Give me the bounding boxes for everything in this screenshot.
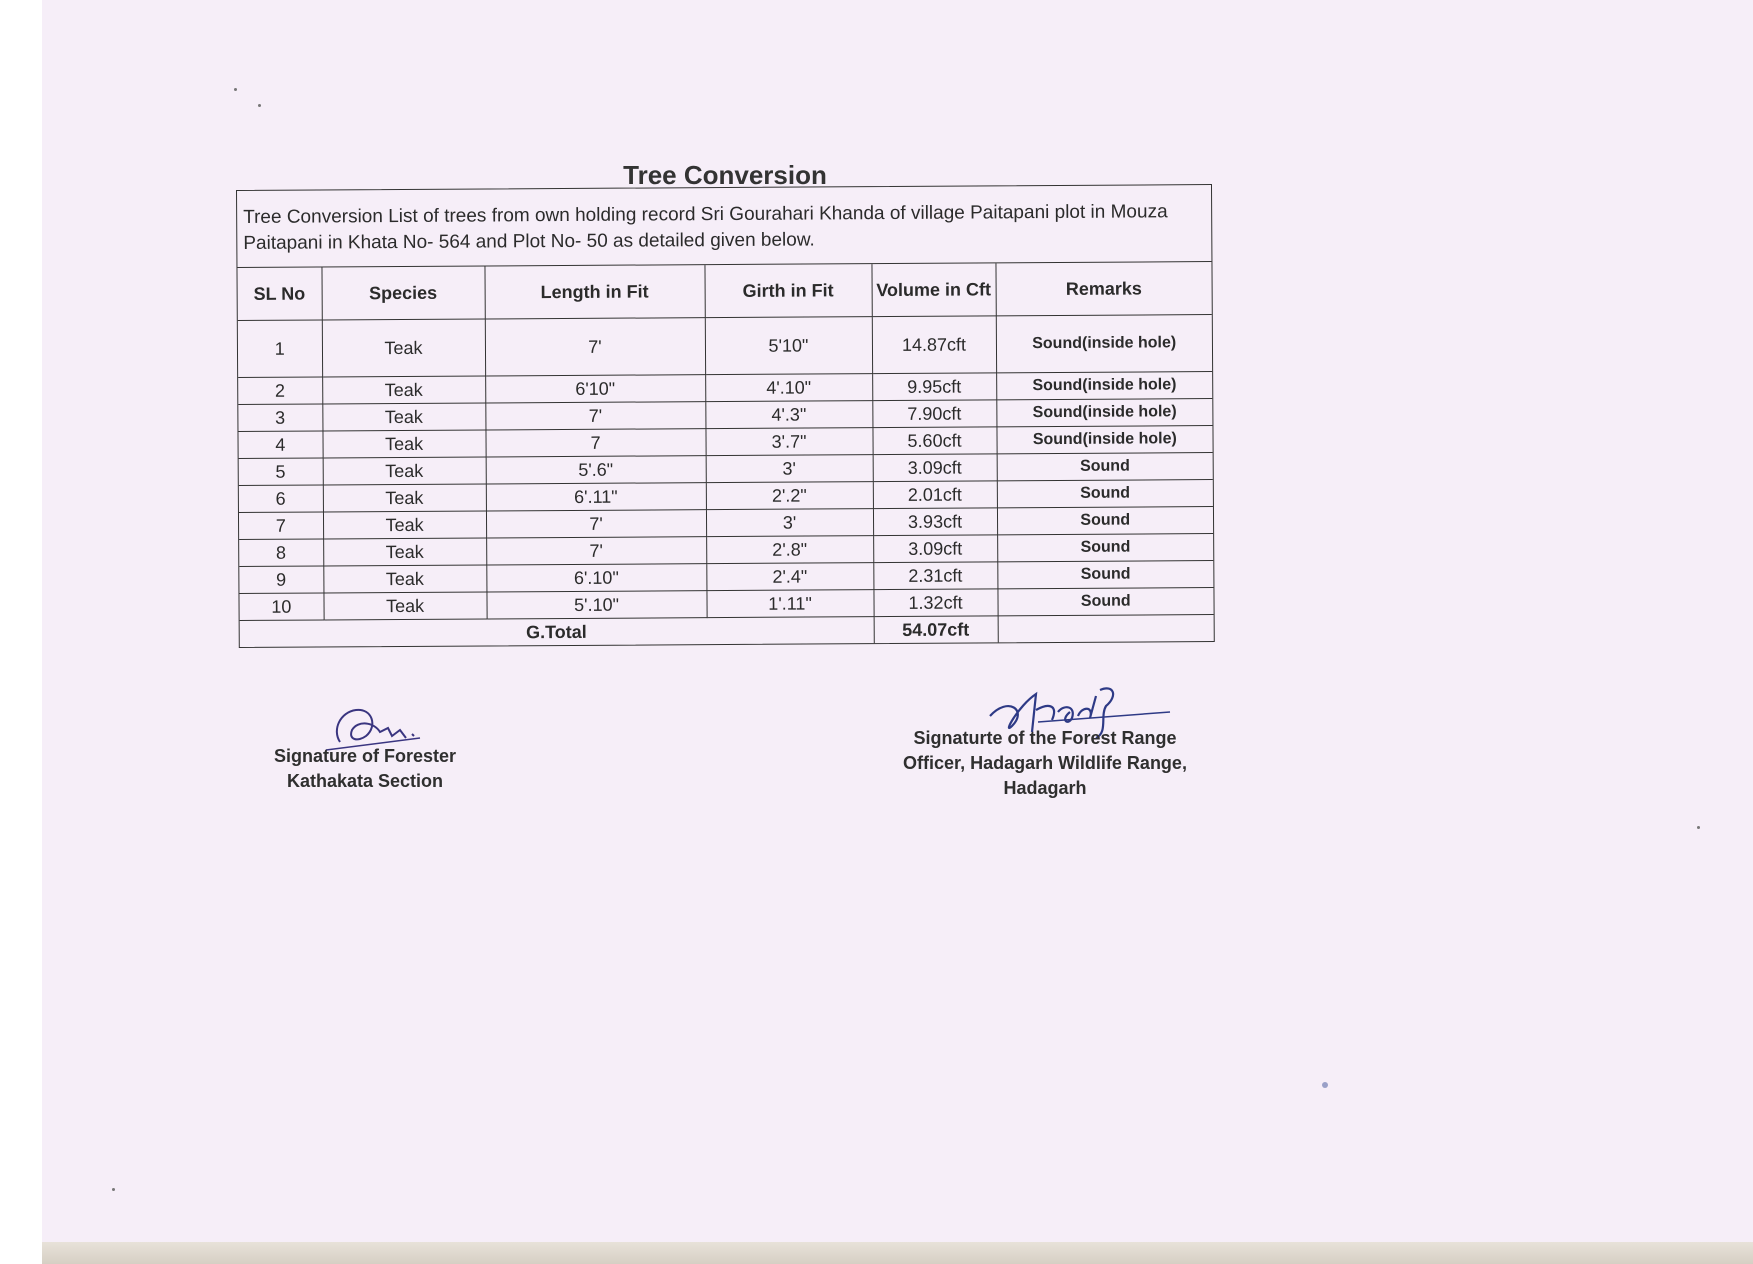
cell-length: 7 <box>485 429 705 457</box>
header-length: Length in Fit <box>484 265 704 319</box>
header-volume: Volume in Cft <box>871 263 995 316</box>
range-officer-signature-line-3: Hadagarh <box>1003 778 1087 798</box>
cell-remarks: Sound <box>997 561 1213 589</box>
cell-volume: 3.09cft <box>873 454 997 482</box>
cell-length: 5'.10" <box>486 591 706 619</box>
cell-volume: 9.95cft <box>872 373 996 401</box>
header-sl-no: SL No <box>237 267 321 320</box>
cell-species: Teak <box>322 319 485 377</box>
cell-volume: 3.93cft <box>873 508 997 536</box>
cell-remarks: Sound <box>997 453 1213 481</box>
cell-girth: 4'.3" <box>705 401 872 429</box>
cell-species: Teak <box>323 484 486 512</box>
cell-volume: 3.09cft <box>873 535 997 563</box>
cell-species: Teak <box>323 565 486 593</box>
scan-speck <box>258 104 261 107</box>
cell-remarks: Sound <box>997 534 1213 562</box>
cell-length: 5'.6" <box>486 456 706 484</box>
cell-girth: 2'.2" <box>706 482 873 510</box>
cell-sl: 6 <box>239 485 323 513</box>
cell-girth: 3' <box>706 455 873 483</box>
cell-species: Teak <box>322 403 485 431</box>
cell-remarks: Sound <box>997 480 1213 508</box>
total-row <box>240 615 1214 647</box>
scan-bottom-edge <box>42 1242 1753 1264</box>
grand-total-value: 54.07cft <box>874 616 998 643</box>
header-remarks: Remarks <box>995 262 1211 316</box>
cell-sl: 4 <box>238 431 322 459</box>
cell-sl: 5 <box>239 458 323 486</box>
scan-speck <box>234 88 237 91</box>
cell-length: 6'.11" <box>486 483 706 511</box>
header-girth: Girth in Fit <box>704 264 871 318</box>
cell-volume: 1.32cft <box>873 589 997 617</box>
cell-sl: 8 <box>239 539 323 567</box>
range-officer-signature-line-1: Signaturte of the Forest Range <box>913 728 1177 748</box>
cell-sl: 2 <box>238 377 322 405</box>
range-officer-signature-block <box>880 726 1210 801</box>
range-officer-signature-line-2: Officer, Hadagarh Wildlife Range, <box>903 753 1187 773</box>
cell-volume: 7.90cft <box>872 400 996 428</box>
cell-girth: 1'.11" <box>706 590 873 618</box>
cell-girth: 5'10" <box>705 317 872 375</box>
cell-species: Teak <box>323 538 486 566</box>
cell-girth: 3' <box>706 509 873 537</box>
cell-remarks: Sound <box>997 507 1213 535</box>
cell-volume: 5.60cft <box>872 427 996 455</box>
cell-length: 7' <box>486 510 706 538</box>
forester-signature-block <box>260 744 470 794</box>
grand-total-label: G.Total <box>240 617 874 647</box>
cell-sl: 3 <box>238 404 322 432</box>
cell-species: Teak <box>323 592 486 620</box>
cell-length: 7' <box>485 402 705 430</box>
cell-species: Teak <box>323 511 486 539</box>
cell-species: Teak <box>322 376 485 404</box>
cell-girth: 2'.8" <box>706 536 873 564</box>
cell-remarks: Sound(inside hole) <box>996 426 1212 454</box>
scan-left-margin <box>0 0 42 1264</box>
cell-sl: 7 <box>239 512 323 540</box>
header-species: Species <box>321 266 484 319</box>
cell-length: 6'10" <box>485 375 705 403</box>
cell-remarks: Sound(inside hole) <box>996 372 1212 400</box>
cell-volume: 2.31cft <box>873 562 997 590</box>
forester-signature-line-2: Kathakata Section <box>286 771 444 791</box>
scan-speck <box>112 1188 115 1191</box>
cell-remarks: Sound <box>997 588 1213 616</box>
tree-conversion-table <box>237 262 1213 647</box>
cell-sl: 1 <box>238 320 322 378</box>
document-title: Tree Conversion <box>623 160 827 190</box>
cell-species: Teak <box>323 457 486 485</box>
cell-remarks: Sound(inside hole) <box>996 315 1212 373</box>
table-header-row <box>237 262 1211 320</box>
cell-girth: 3'.7" <box>705 428 872 456</box>
scan-speck <box>1322 1082 1328 1088</box>
cell-length: 7' <box>486 537 706 565</box>
cell-volume: 14.87cft <box>872 316 996 374</box>
forester-signature-line-1: Signature of Forester <box>273 746 457 766</box>
cell-remarks: Sound(inside hole) <box>996 399 1212 427</box>
intro-text: Tree Conversion List of trees from own holding record Sri Gourahari Khanda of village Paitapani plot in Mouza Paitapani in Khata No- 564 and Plot No- 50 as detailed given below. <box>237 185 1211 268</box>
cell-length: 7' <box>485 318 705 376</box>
cell-girth: 4'.10" <box>705 374 872 402</box>
table-row <box>238 315 1212 378</box>
scan-speck <box>1697 826 1700 829</box>
cell-length: 6'.10" <box>486 564 706 592</box>
cell-volume: 2.01cft <box>873 481 997 509</box>
cell-species: Teak <box>322 430 485 458</box>
total-remarks-empty <box>998 615 1214 643</box>
tree-conversion-table-frame <box>236 184 1215 648</box>
cell-sl: 10 <box>239 593 323 621</box>
cell-sl: 9 <box>239 566 323 594</box>
cell-girth: 2'.4" <box>706 563 873 591</box>
